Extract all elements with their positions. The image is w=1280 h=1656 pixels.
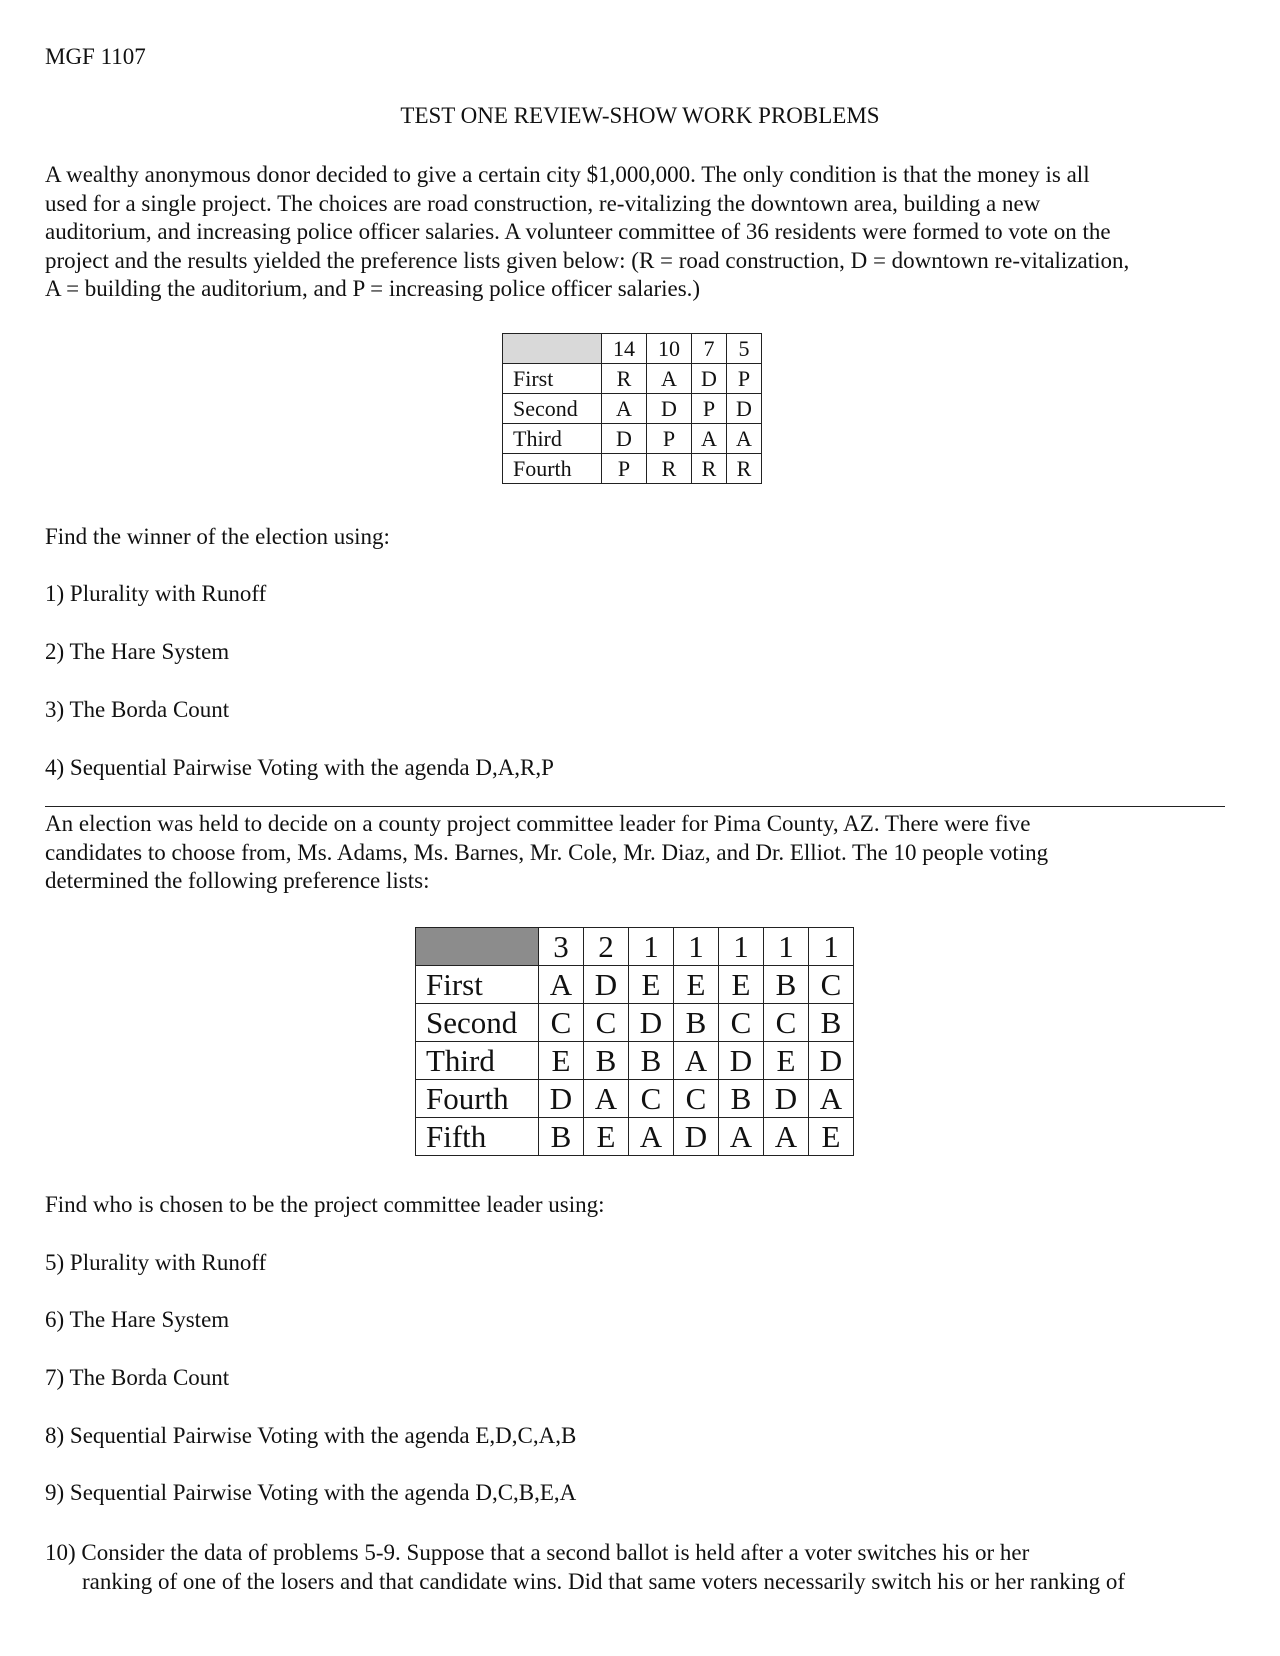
table-cell: P bbox=[602, 454, 647, 484]
table-cell: B bbox=[719, 1080, 764, 1118]
table-cell: R bbox=[692, 454, 727, 484]
section-divider bbox=[45, 806, 1225, 807]
table-cell: R bbox=[602, 364, 647, 394]
table-corner bbox=[416, 928, 539, 966]
paragraph-line: project and the results yielded the preference lists given below: (R = road construction, D = downtown re-vitalization, bbox=[45, 247, 1130, 273]
question-item: 9) Sequential Pairwise Voting with the agenda D,C,B,E,A bbox=[45, 1480, 577, 1505]
rank-label: Third bbox=[503, 424, 602, 454]
preference-table-1 bbox=[502, 333, 762, 484]
table-cell: C bbox=[719, 1004, 764, 1042]
table-corner bbox=[503, 334, 602, 364]
rank-label: Fourth bbox=[503, 454, 602, 484]
voter-count: 1 bbox=[674, 928, 719, 966]
voter-count: 1 bbox=[764, 928, 809, 966]
problem-intro-paragraph bbox=[45, 161, 1245, 304]
table-cell: C bbox=[629, 1080, 674, 1118]
table-cell: E bbox=[629, 966, 674, 1004]
question-item: 8) Sequential Pairwise Voting with the agenda E,D,C,A,B bbox=[45, 1423, 577, 1448]
table-cell: D bbox=[809, 1042, 854, 1080]
rank-label: Fifth bbox=[416, 1118, 539, 1156]
table-cell: A bbox=[629, 1118, 674, 1156]
table-cell: A bbox=[674, 1042, 719, 1080]
voter-count: 10 bbox=[647, 334, 692, 364]
course-code: MGF 1107 bbox=[45, 44, 146, 69]
table-row bbox=[416, 1080, 854, 1118]
table-row bbox=[416, 966, 854, 1004]
voter-count: 1 bbox=[719, 928, 764, 966]
preference-table-2 bbox=[415, 927, 854, 1156]
table-cell: D bbox=[647, 394, 692, 424]
paragraph-line: auditorium, and increasing police officer salaries. A volunteer committee of 36 residents were formed to vote on the bbox=[45, 219, 1111, 244]
table-cell: E bbox=[809, 1118, 854, 1156]
find-winner-prompt: Find the winner of the election using: bbox=[45, 524, 390, 549]
table-cell: C bbox=[674, 1080, 719, 1118]
voter-count: 1 bbox=[629, 928, 674, 966]
question-item: 5) Plurality with Runoff bbox=[45, 1250, 267, 1275]
table-cell: D bbox=[674, 1118, 719, 1156]
table-row bbox=[416, 1118, 854, 1156]
table-cell: B bbox=[584, 1042, 629, 1080]
table-cell: A bbox=[647, 364, 692, 394]
table-cell: C bbox=[584, 1004, 629, 1042]
question-item: 2) The Hare System bbox=[45, 639, 230, 664]
table-cell: D bbox=[629, 1004, 674, 1042]
question-10 bbox=[45, 1538, 1125, 1596]
table-cell: E bbox=[719, 966, 764, 1004]
table-cell: A bbox=[809, 1080, 854, 1118]
table-row bbox=[503, 364, 762, 394]
page-title: TEST ONE REVIEW-SHOW WORK PROBLEMS bbox=[400, 103, 880, 128]
table-cell: A bbox=[692, 424, 727, 454]
table-cell: B bbox=[674, 1004, 719, 1042]
voter-count: 1 bbox=[809, 928, 854, 966]
table-cell: A bbox=[584, 1080, 629, 1118]
rank-label: Second bbox=[416, 1004, 539, 1042]
rank-label: Fourth bbox=[416, 1080, 539, 1118]
voter-count: 3 bbox=[539, 928, 584, 966]
table-row bbox=[416, 1004, 854, 1042]
table-cell: P bbox=[647, 424, 692, 454]
table-cell: C bbox=[539, 1004, 584, 1042]
table-cell: B bbox=[629, 1042, 674, 1080]
election-intro-paragraph bbox=[45, 810, 1245, 896]
paragraph-line: determined the following preference lists: bbox=[45, 868, 430, 893]
paragraph-line: used for a single project. The choices are road construction, re-vitalizing the downtown area, building a new bbox=[45, 190, 1041, 216]
rank-label: First bbox=[416, 966, 539, 1004]
table-cell: B bbox=[539, 1118, 584, 1156]
table-cell: E bbox=[674, 966, 719, 1004]
table-cell: A bbox=[602, 394, 647, 424]
voter-count: 2 bbox=[584, 928, 629, 966]
table-cell: P bbox=[727, 364, 762, 394]
paragraph-line: A wealthy anonymous donor decided to give a certain city $1,000,000. The only condition is that the money is all bbox=[45, 162, 1090, 187]
question-line: 10) Consider the data of problems 5-9. Suppose that a second ballot is held after a voter switches his or her bbox=[45, 1540, 1030, 1565]
table-cell: D bbox=[584, 966, 629, 1004]
table-row bbox=[503, 424, 762, 454]
question-item: 4) Sequential Pairwise Voting with the agenda D,A,R,P bbox=[45, 755, 554, 780]
table-cell: P bbox=[692, 394, 727, 424]
voter-count: 14 bbox=[602, 334, 647, 364]
table-cell: D bbox=[539, 1080, 584, 1118]
table-cell: A bbox=[727, 424, 762, 454]
paragraph-line: An election was held to decide on a county project committee leader for Pima County, AZ. There were five bbox=[45, 811, 1031, 836]
table-cell: E bbox=[584, 1118, 629, 1156]
rank-label: First bbox=[503, 364, 602, 394]
table-cell: R bbox=[727, 454, 762, 484]
table-cell: B bbox=[809, 1004, 854, 1042]
rank-label: Second bbox=[503, 394, 602, 424]
table-cell: D bbox=[719, 1042, 764, 1080]
table-cell: A bbox=[539, 966, 584, 1004]
table-cell: A bbox=[764, 1118, 809, 1156]
paragraph-line: A = building the auditorium, and P = increasing police officer salaries.) bbox=[45, 276, 701, 301]
find-leader-prompt: Find who is chosen to be the project committee leader using: bbox=[45, 1192, 605, 1217]
rank-label: Third bbox=[416, 1042, 539, 1080]
table-cell: D bbox=[602, 424, 647, 454]
voter-count: 5 bbox=[727, 334, 762, 364]
table-cell: E bbox=[539, 1042, 584, 1080]
table-cell: D bbox=[764, 1080, 809, 1118]
voter-count: 7 bbox=[692, 334, 727, 364]
table-cell: D bbox=[692, 364, 727, 394]
table-cell: E bbox=[764, 1042, 809, 1080]
table-cell: C bbox=[764, 1004, 809, 1042]
question-line: ranking of one of the losers and that candidate wins. Did that same voters necessarily switch his or her ranking of bbox=[82, 1569, 1126, 1594]
question-item: 7) The Borda Count bbox=[45, 1365, 230, 1390]
question-item: 3) The Borda Count bbox=[45, 697, 230, 722]
table-row bbox=[503, 394, 762, 424]
table-cell: D bbox=[727, 394, 762, 424]
table-cell: C bbox=[809, 966, 854, 1004]
table-cell: A bbox=[719, 1118, 764, 1156]
table-row bbox=[503, 454, 762, 484]
question-item: 1) Plurality with Runoff bbox=[45, 581, 267, 606]
paragraph-line: candidates to choose from, Ms. Adams, Ms. Barnes, Mr. Cole, Mr. Diaz, and Dr. Elliot. The 10 people voting bbox=[45, 839, 1049, 865]
table-cell: R bbox=[647, 454, 692, 484]
question-item: 6) The Hare System bbox=[45, 1307, 230, 1332]
table-cell: B bbox=[764, 966, 809, 1004]
table-row bbox=[416, 1042, 854, 1080]
